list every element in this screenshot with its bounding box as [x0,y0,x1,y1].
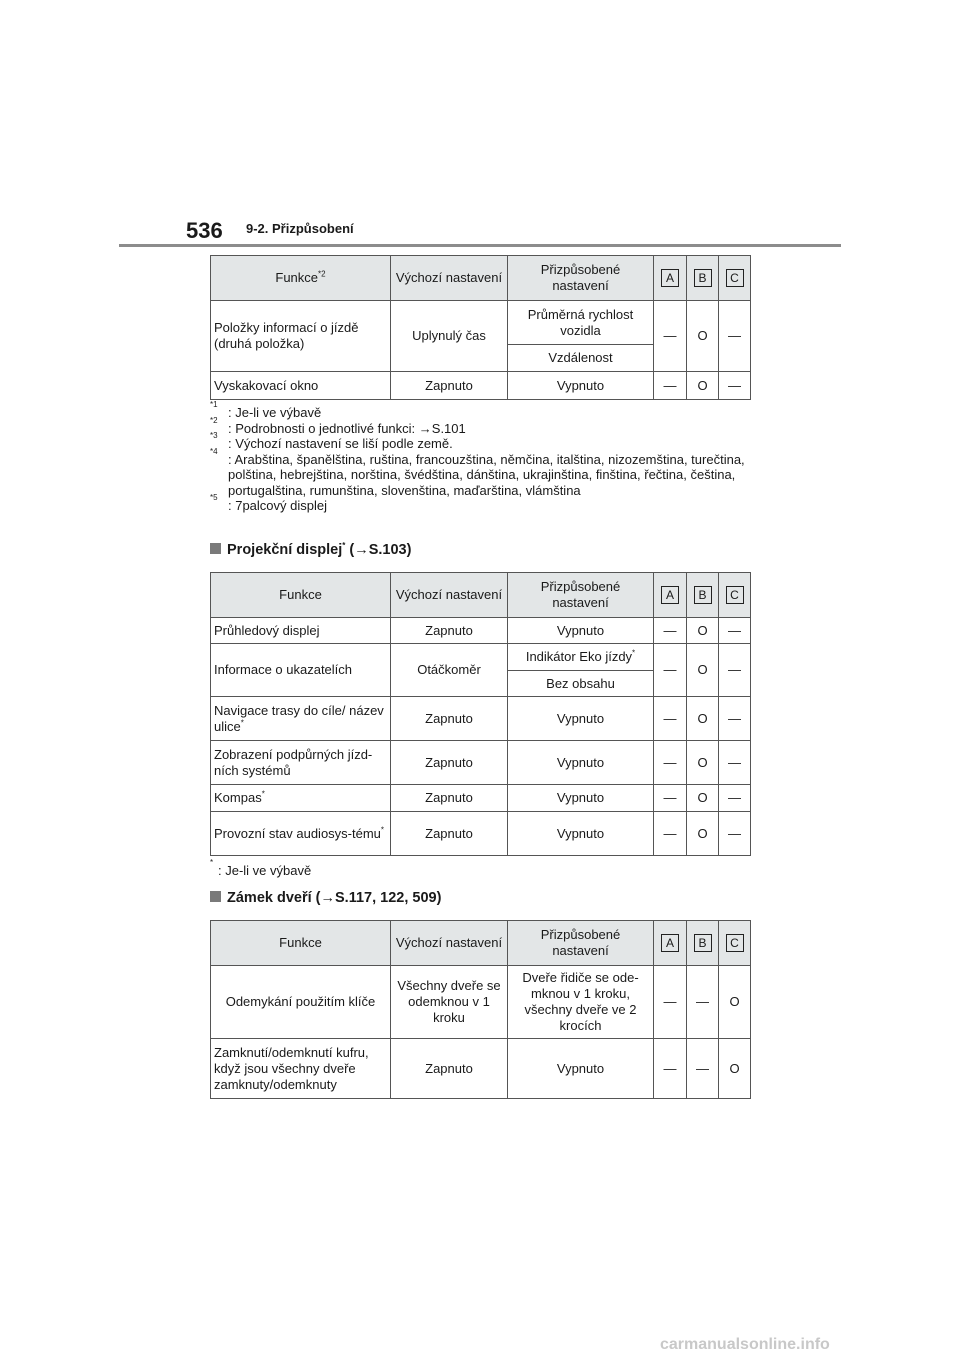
badge-b: B [694,269,712,287]
table-row [211,644,751,671]
footnotes [210,400,750,514]
footnote: *4 : Arabština, španělština, ruština, francouzština, němčina, italština, nizozemština, turečtina, polština, hebrejština, norština, švédština, dánština, ukrajinština, finština, řečtina, čeština, portugalština, rumunština, slovenština, maďarština, vlámština [210,446,745,498]
table-row [211,697,751,741]
column-header-b [687,573,719,618]
cell-c: — [719,644,751,697]
watermark: carmanualsonline.info [660,1336,830,1353]
cell-b: O [687,301,719,372]
cell-custom: Dveře řidiče se ode-mknou v 1 kroku, všechny dveře ve 2 krocích [508,966,654,1039]
table-header-row [211,921,751,966]
footnote: *5 : 7palcový displej [210,493,327,513]
footnote: *3 : Výchozí nastavení se liší podle země. [210,431,453,451]
table-row [211,966,751,1039]
cell-function: Položky informací o jízdě (druhá položka) [211,301,391,372]
cell-b: O [687,618,719,644]
cell-c: — [719,697,751,741]
cell-a: — [654,644,687,697]
column-header-default: Výchozí nastavení [391,573,508,618]
settings-table-projection-display [210,572,751,856]
cell-b: O [687,812,719,856]
column-header-custom: Přizpůsobené nastavení [508,573,654,618]
cell-a: — [654,812,687,856]
table-row [211,301,751,345]
column-header-a [654,573,687,618]
cell-default: Zapnuto [391,812,508,856]
cell-a: — [654,741,687,785]
cell-b: O [687,644,719,697]
badge-c: C [726,586,744,604]
cell-c: O [719,1039,751,1099]
cell-function: Vyskakovací okno [211,372,391,400]
cell-default: Otáčkoměr [391,644,508,697]
cell-custom-option: Průměrná rychlost vozidla [508,301,654,345]
cell-custom: Vypnuto [508,785,654,812]
cell-c: — [719,812,751,856]
cell-function: Kompas* [211,785,391,812]
section-title: 9-2. Přizpůsobení [246,221,354,236]
cell-default: Všechny dveře se odemknou v 1 kroku [391,966,508,1039]
cell-default: Zapnuto [391,618,508,644]
cell-custom: Vypnuto [508,812,654,856]
cell-b: O [687,697,719,741]
footnote: *2 : Podrobnosti o jednotlivé funkci: →S.101 [210,415,466,436]
column-header-b [687,921,719,966]
table-row [211,812,751,856]
table-row [211,1039,751,1099]
cell-default: Zapnuto [391,785,508,812]
cell-c: O [719,966,751,1039]
cell-a: — [654,372,687,400]
badge-b: B [694,586,712,604]
cell-function: Odemykání použitím klíče [211,966,391,1039]
table-row [211,618,751,644]
cell-c: — [719,618,751,644]
cell-a: — [654,301,687,372]
section-heading-door-lock: Zámek dveří (→S.117, 122, 509) [210,890,441,906]
cell-custom: Vypnuto [508,1039,654,1099]
page-reference: (→S.117, 122, 509) [311,890,442,906]
column-header-c [719,256,751,301]
cell-default: Zapnuto [391,741,508,785]
header-divider [119,244,841,247]
cell-a: — [654,697,687,741]
cell-custom: Vypnuto [508,372,654,400]
page-number: 536 [186,218,223,243]
badge-a: A [661,586,679,604]
cell-default: Uplynulý čas [391,301,508,372]
cell-default: Zapnuto [391,697,508,741]
square-bullet-icon [210,891,221,902]
cell-default: Zapnuto [391,372,508,400]
square-bullet-icon [210,543,221,554]
cell-custom: Vypnuto [508,618,654,644]
cell-default: Zapnuto [391,1039,508,1099]
footnote-equipment: * : Je-li ve výbavě [210,858,312,878]
cell-a: — [654,1039,687,1099]
column-header-function: Funkce$^{*2}$ [211,256,391,301]
cell-b: O [687,785,719,812]
cell-function: Průhledový displej [211,618,391,644]
column-header-default: Výchozí nastavení [391,921,508,966]
column-header-a [654,921,687,966]
column-header-b [687,256,719,301]
cell-custom: Vypnuto [508,697,654,741]
cell-a: — [654,785,687,812]
table-row [211,741,751,785]
badge-c: C [726,269,744,287]
column-header-custom: Přizpůsobené nastavení [508,921,654,966]
cell-c: — [719,372,751,400]
table-header-row [211,256,751,301]
cell-function: Informace o ukazatelích [211,644,391,697]
cell-custom-option: Bez obsahu [508,671,654,697]
column-header-default: Výchozí nastavení [391,256,508,301]
settings-table-trip-info [210,255,751,400]
table-header-row [211,573,751,618]
badge-a: A [661,269,679,287]
cell-c: — [719,741,751,785]
badge-c: C [726,934,744,952]
column-header-c [719,573,751,618]
cell-function: Zamknutí/odemknutí kufru, když jsou všechny dveře zamknuty/odemknuty [211,1039,391,1099]
cell-b: — [687,1039,719,1099]
column-header-function: Funkce [211,921,391,966]
cell-b: O [687,741,719,785]
cell-c: — [719,785,751,812]
cell-custom-option: Indikátor Eko jízdy* [508,644,654,671]
cell-a: — [654,966,687,1039]
table-row [211,785,751,812]
column-header-c [719,921,751,966]
page-reference: (→S.103) [345,542,412,558]
column-header-a [654,256,687,301]
cell-c: — [719,301,751,372]
cell-function: Zobrazení podpůrných jízd-ních systémů [211,741,391,785]
settings-table-door-lock [210,920,751,1099]
cell-a: — [654,618,687,644]
section-heading-projection-display: Projekční displej* (→S.103) [210,542,411,558]
column-header-function: Funkce [211,573,391,618]
cell-custom: Vypnuto [508,741,654,785]
column-header-custom: Přizpůsobené nastavení [508,256,654,301]
badge-a: A [661,934,679,952]
footnote: *1 : Je-li ve výbavě [210,400,322,420]
badge-b: B [694,934,712,952]
cell-b: — [687,966,719,1039]
table-row [211,372,751,400]
cell-b: O [687,372,719,400]
cell-function: Navigace trasy do cíle/ název ulice* [211,697,391,741]
cell-function: Provozní stav audiosys-tému* [211,812,391,856]
cell-custom-option: Vzdálenost [508,345,654,372]
